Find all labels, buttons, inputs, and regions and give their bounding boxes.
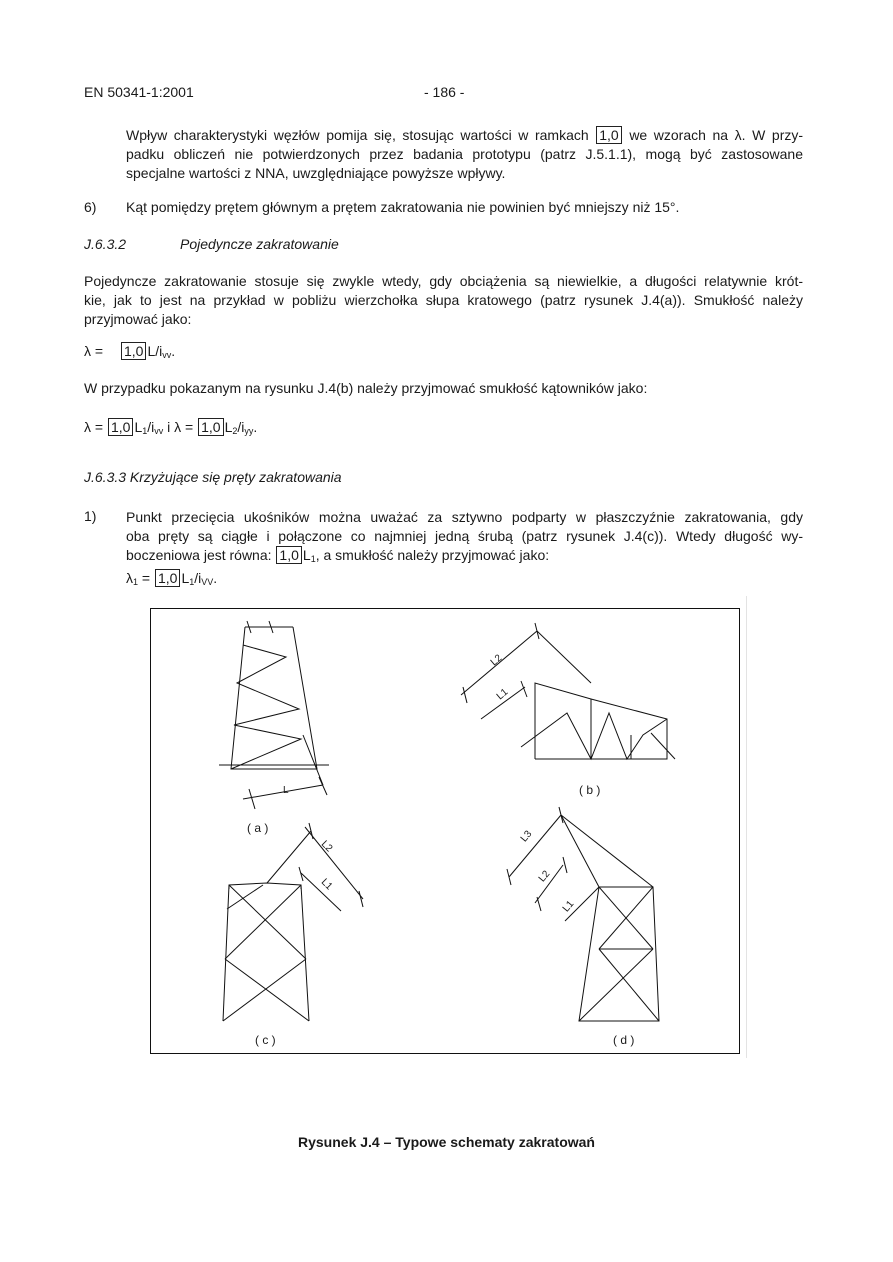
tower-c-diag1 [229,885,306,959]
formula2-s1: 1 [142,426,148,436]
item1-formula-lhs: λ [126,570,133,586]
formula2-t1: L [134,419,143,435]
dim-label-d-L2: L2 [536,868,553,885]
item1-formula-t: L [181,570,190,586]
tower-a-tick1 [249,789,255,809]
tower-a-tick2 [319,777,327,795]
item1-line3-c: , a smukłość należy przyjmować jako: [315,547,550,563]
figure-drawing [151,609,739,1053]
crossarm-b-end [651,733,675,759]
diagram-c [223,823,363,1021]
intro-line1-a: Wpływ charakterystyki węzłów pomija się, stosując wartości w ramkach [126,127,589,143]
formula2-end: . [253,419,258,435]
formula2-t3: L [224,419,233,435]
tower-c-dim-L2 [267,831,311,883]
formula2-s4: yy [244,426,254,436]
formula2-lhs1: λ = [84,419,104,435]
intro-paragraph [126,126,803,183]
formula2-s3: 2 [232,426,238,436]
page-number: - 186 - [424,84,465,100]
tower-c-top [229,883,301,889]
item1-formula-end: . [213,570,218,586]
item1-paragraph [126,508,803,592]
single-line2: kie, jak to jest na przykład w pobliżu wierzchołka słupa kratowego (patrz rysunek J.4(a)). Smukłość należy [84,292,803,308]
item1-line3 [126,546,803,569]
item1-line3-sub: 1 [310,554,316,564]
dim-label-c-L1: L1 [318,876,335,893]
formula2-s2: vv [154,426,164,436]
tower-d-tick2 [507,869,511,885]
label-a: ( a ) [247,821,269,835]
item1-formula-lhs-sub: 1 [133,577,139,587]
tower-d-tick4 [537,897,541,911]
formula1-rhs: L/i [147,343,163,359]
section-number-j632: J.6.3.2 [84,236,127,252]
dim-label-a-L: L [283,785,289,796]
crossarm-b-guide [537,631,591,683]
item1-line3-b: L [302,547,311,563]
item1-formula [126,569,803,592]
paragraph-figure-b: W przypadku pokazanym na rysunku J.4(b) należy przyjmować smukłość kątowników jako: [84,380,648,396]
factor-box: 1,0 [596,126,621,144]
formula-lambda-1 [84,342,175,360]
formula2-t2: /i [147,419,155,435]
diagram-a [219,621,329,809]
figure-frame [150,608,740,1054]
figure-caption: Rysunek J.4 – Typowe schematy zakratowań [298,1134,595,1150]
label-d: ( d ) [613,1033,635,1047]
item1-number: 1) [84,508,97,524]
dim-label-b-L2: L2 [488,652,505,669]
item1-line3-a: boczeniowa jest równa: [126,547,272,563]
scan-artifact-line [746,596,747,1058]
item6-text: Kąt pomiędzy prętem głównym a prętem zakratowania nie powinien być mniejszy niż 15°. [126,199,680,215]
intro-line3: specjalne wartości z NNA, uwzględniające powyższe wpływy. [126,165,506,181]
diagram-b [461,623,675,759]
formula1-end: . [171,343,176,359]
formula2-t4: /i [237,419,245,435]
item1-formula-eq: = [138,570,151,586]
item1-formula-s2: VV [201,577,214,587]
tower-d-dim-L3 [509,815,561,877]
tower-c-diag3 [225,959,309,1021]
single-line3: przyjmować jako: [84,311,192,327]
tower-d-guide1 [561,815,599,887]
tower-c-leg-right [301,885,309,1021]
tower-d-guide2 [561,815,653,887]
tower-d-dim-L2 [535,865,563,903]
dim-label-c-L2: L2 [318,838,335,855]
item6-number: 6) [84,199,97,215]
tower-d-diag3 [599,949,659,1021]
formula2-mid: i λ = [163,419,194,435]
tower-c-guide [305,827,363,899]
crossarm-b-tick1 [535,623,539,639]
tower-c-diag2 [225,885,301,959]
formula1-sub: vv [162,350,172,360]
formula2-box2: 1,0 [198,418,223,436]
tower-d-tick3 [563,857,567,873]
item1-line1: Punkt przecięcia ukośników można uważać za sztywno podparty w płaszczyźnie zakratowania, gdy [126,509,803,525]
tower-d-tick1 [559,807,563,823]
intro-line1-b: we wzorach na λ. W przy- [629,127,804,143]
section-title-j632: Pojedyncze zakratowanie [180,236,339,252]
item1-line2: oba pręty są ciągłe i połączone co najmniej jedną śrubą (patrz rysunek J.4(c)). Wtedy długość wy- [126,528,803,544]
item1-formula-s1: 1 [189,577,195,587]
item1-line3-box: 1,0 [276,546,301,564]
formula2-box1: 1,0 [108,418,133,436]
tower-c-leg-left [223,885,229,1021]
intro-line2: padku obliczeń nie potwierdzonych przez badania prototypu (patrz J.5.1.1), mogą być zastosowane [126,146,803,162]
tower-c-dim-L1 [301,873,341,911]
label-c: ( c ) [255,1033,276,1047]
crossarm-b-frame [535,683,667,759]
tower-c-tick1 [309,823,313,839]
single-lattice-paragraph [84,272,803,329]
section-title-j633: J.6.3.3 Krzyżujące się pręty zakratowania [84,469,342,485]
item1-formula-t2: /i [194,570,202,586]
tower-d-frame [579,887,659,1021]
formula1-lhs: λ = [84,343,104,359]
tower-c-diag4 [223,959,306,1021]
label-b: ( b ) [579,783,601,797]
dim-label-d-L3: L3 [518,828,535,845]
document-id: EN 50341-1:2001 [84,84,194,100]
single-line1: Pojedyncze zakratowanie stosuje się zwykle wtedy, gdy obciążenia są niewielkie, a długości relatywnie krót- [84,273,803,289]
dim-label-b-L1: L1 [494,686,511,703]
crossarm-b-tick2 [463,687,467,703]
dim-label-d-L1: L1 [560,898,577,915]
tower-d-diag4 [579,949,653,1021]
crossarm-b-lattice [521,713,667,759]
item1-formula-box: 1,0 [155,569,180,587]
formula1-box: 1,0 [121,342,146,360]
formula-lambda-2 [84,418,257,436]
